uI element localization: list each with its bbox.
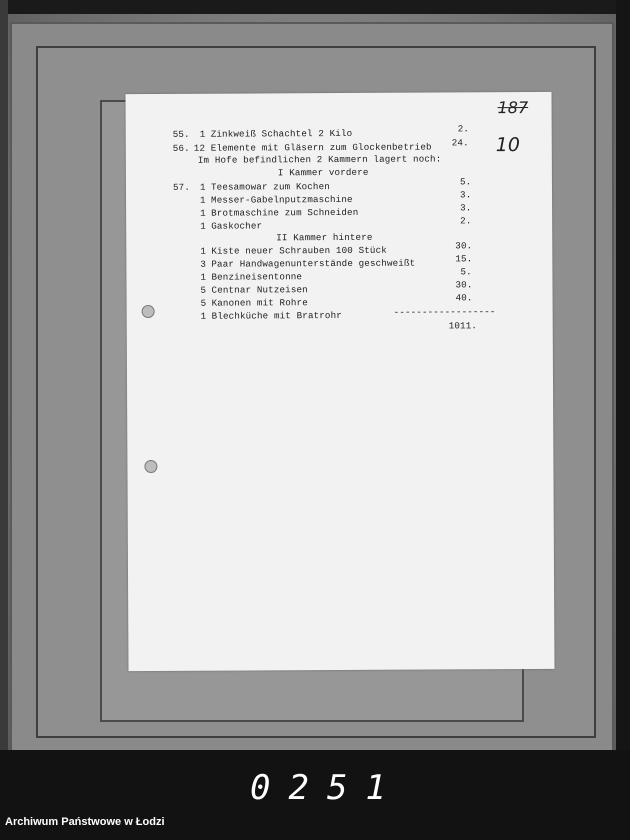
item-text: Teesamowar zum Kochen — [210, 181, 330, 193]
item-text: Kiste neuer Schrauben 100 Stück — [211, 244, 387, 257]
item-value: 3. — [459, 189, 472, 201]
film-edge-top — [0, 0, 630, 14]
item-qty: 1 — [199, 128, 206, 140]
sum-rule: ------------------ — [393, 306, 496, 318]
item-qty: 1 — [200, 220, 206, 232]
film-edge-right — [616, 0, 630, 840]
item-text: Elemente mit Gläsern zum Glockenbetrieb — [210, 141, 432, 154]
item-value: 3. — [460, 202, 472, 214]
item-text: Messer-Gabelnputzmaschine — [211, 193, 353, 206]
punch-hole-top — [142, 305, 155, 318]
item-value: 24. — [451, 137, 469, 149]
handwritten-crossed-number: 187 — [497, 98, 529, 118]
item-qty: 1 — [200, 207, 206, 219]
item-qty: 1 — [200, 271, 207, 283]
section-heading: II Kammer hintere — [276, 231, 373, 244]
item-qty: 12 — [193, 142, 206, 154]
document-page — [125, 92, 554, 671]
item-value: 30. — [455, 279, 473, 291]
total-value: 1011. — [448, 320, 478, 332]
item-value: 5. — [460, 266, 472, 278]
item-text: Centnar Nutzeisen — [211, 284, 308, 296]
section-heading: I Kammer vordere — [277, 166, 369, 179]
frame-number: 0251 — [250, 768, 404, 808]
item-value: 15. — [455, 253, 473, 265]
item-text: Brotmaschine zum Schneiden — [211, 206, 359, 219]
item-qty: 1 — [200, 245, 207, 257]
item-qty: 3 — [200, 258, 207, 270]
item-qty: 1 — [199, 181, 206, 193]
item-text: Im Hofe befindlichen 2 Kammern lagert noch: — [197, 153, 442, 166]
punch-hole-bottom — [144, 460, 157, 473]
item-text: Gaskocher — [211, 220, 263, 232]
handwritten-page-number: 10 — [495, 134, 521, 157]
item-qty: 5 — [200, 284, 207, 296]
film-edge-left — [0, 0, 8, 840]
item-text: Benzineisentonne — [211, 271, 303, 283]
item-qty: 5 — [200, 297, 207, 309]
item-value: 2. — [460, 215, 472, 227]
item-value: 40. — [455, 292, 473, 304]
item-text: Blechküche mit Bratrohr — [211, 309, 342, 322]
item-qty: 1 — [200, 194, 206, 206]
item-number: 55. — [172, 128, 190, 140]
item-value: 2. — [457, 123, 470, 135]
item-number: 57. — [172, 181, 191, 193]
item-qty: 1 — [200, 310, 207, 322]
item-text: Kanonen mit Rohre — [211, 297, 308, 309]
item-text: Paar Handwagenunterstände geschweißt — [211, 257, 416, 270]
item-number: 56. — [172, 142, 190, 154]
item-value: 30. — [455, 240, 473, 252]
archive-label: Archiwum Państwowe w Łodzi — [5, 816, 165, 828]
item-value: 5. — [459, 176, 472, 188]
item-text: Zinkweiß Schachtel 2 Kilo — [210, 127, 353, 140]
